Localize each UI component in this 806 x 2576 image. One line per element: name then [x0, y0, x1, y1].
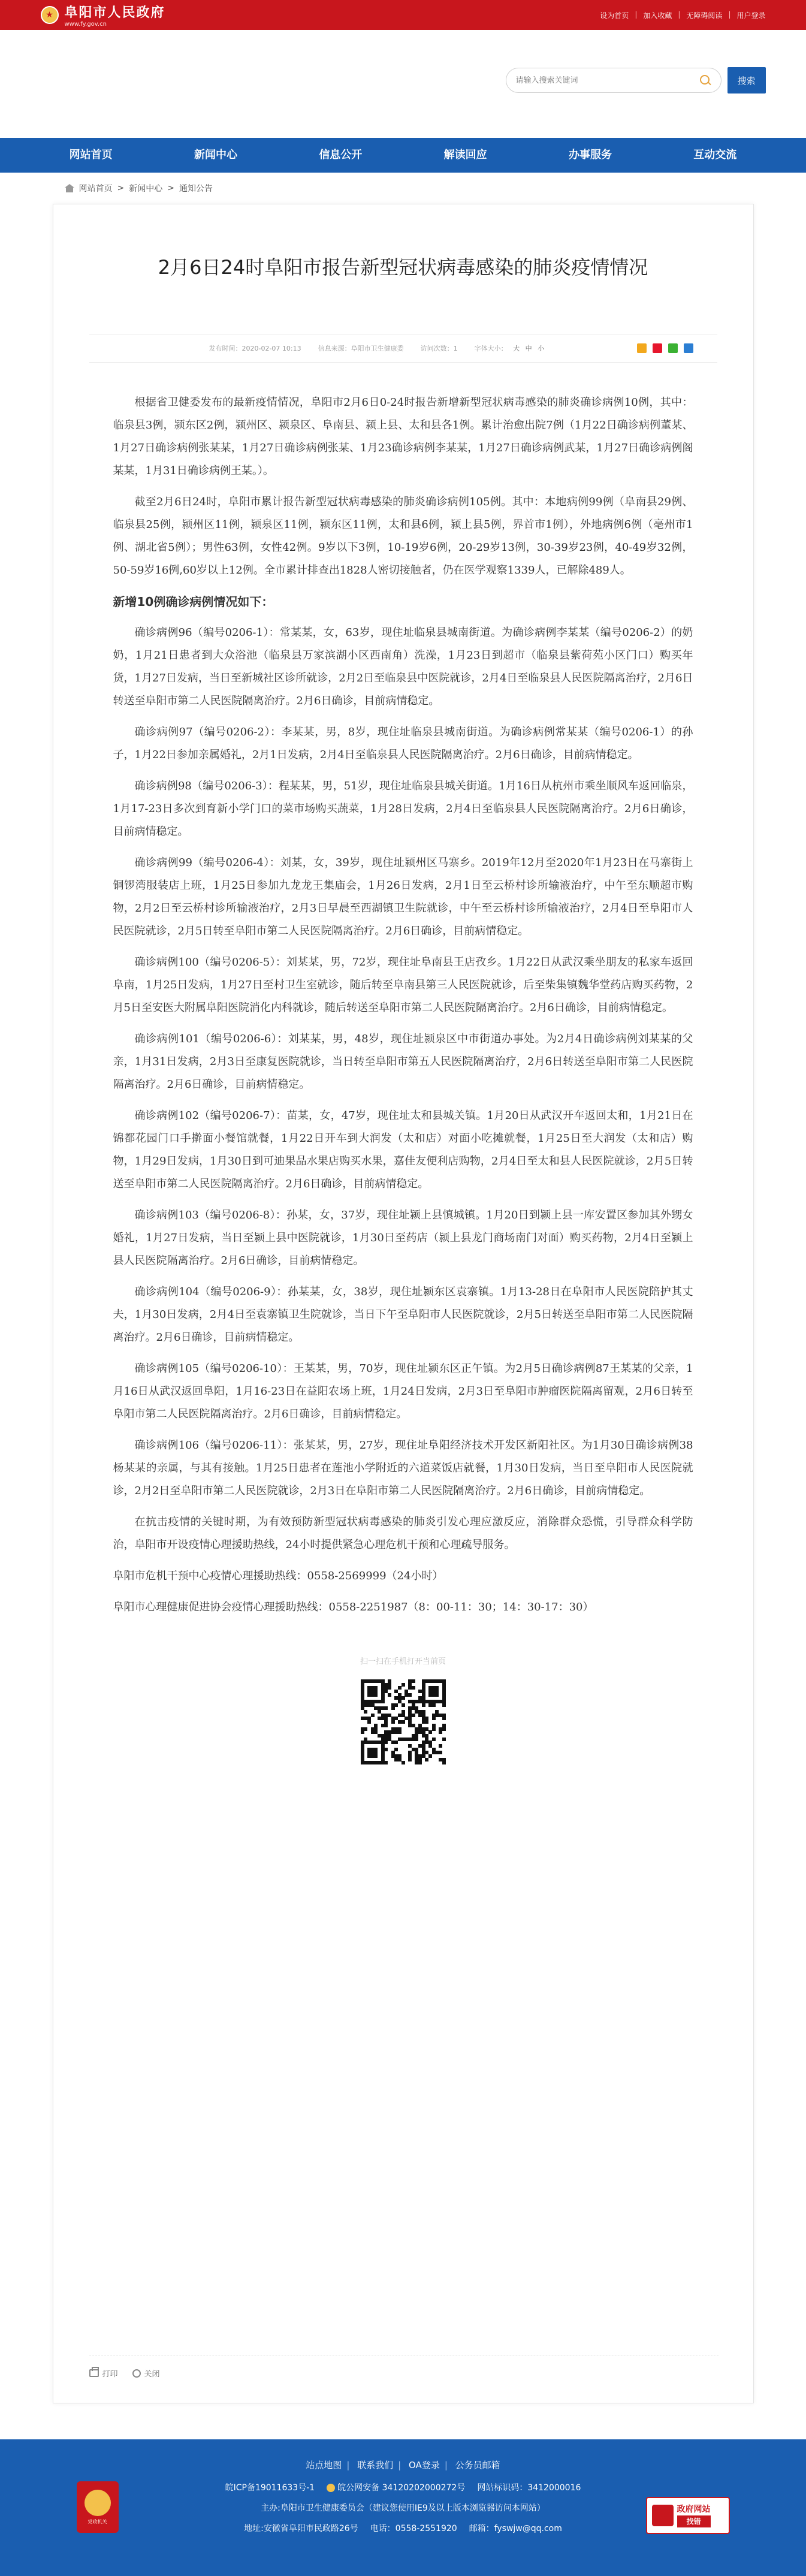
gov-badge-subtitle: 找错 [677, 2515, 711, 2527]
print-label: 打印 [102, 2370, 118, 2379]
qr-module [425, 1720, 428, 1724]
qr-module [388, 1686, 391, 1690]
qr-module [412, 1679, 415, 1683]
separator: | [444, 2460, 448, 2471]
qr-module [422, 1703, 425, 1707]
gov-site-error-report-badge[interactable] [646, 2497, 730, 2534]
qr-module [442, 1738, 446, 1741]
police-record[interactable] [327, 2478, 465, 2498]
nav-item-info-disclosure[interactable]: 信息公开 [319, 149, 363, 161]
section-heading: 新增10例确诊病例情况如下： [113, 595, 274, 609]
address: 地址:安徽省阜阳市民政路26号 [244, 2524, 358, 2533]
qr-caption: 扫一扫在手机打开当前页 [360, 1657, 446, 1666]
qr-module [394, 1703, 398, 1707]
article-title: 2月6日24时阜阳市报告新型冠状病毒感染的肺炎疫情情况 [158, 256, 648, 279]
font-size-small[interactable]: 小 [538, 345, 545, 352]
qr-module [384, 1748, 388, 1751]
publish-date: 发布时间：2020-02-07 10:13 [209, 345, 301, 352]
share-buttons [637, 343, 693, 353]
qr-module [415, 1738, 418, 1741]
qr-module [439, 1744, 442, 1748]
qr-module [374, 1754, 378, 1758]
qr-module [361, 1730, 364, 1734]
footer [0, 2439, 806, 2576]
qr-module [402, 1696, 405, 1700]
qr-module [391, 1706, 395, 1710]
article-tools [89, 2355, 719, 2379]
qr-module [432, 1727, 436, 1731]
qr-module [364, 1710, 367, 1714]
info-source: 信息来源：阜阳市卫生健康委 [318, 345, 404, 352]
separator: | [346, 2460, 350, 2471]
qr-module [381, 1700, 385, 1703]
qr-module [398, 1686, 402, 1690]
police-badge-icon [327, 2484, 335, 2492]
paragraph: 根据省卫健委发布的最新疫情情况，阜阳市2月6日0-24时报告新增新型冠状病毒感染的肺炎确诊病例10例，其中：临泉县3例，颍东区2例，颍州区、颍泉区、阜南县、颍上县、太和县各1例。累计治愈出院7例（1月22日确诊病例董某、1月27日确诊病例张某某，1月27日确诊病例张某、1月23确诊病例李某某，1月27日确诊病例武某，1月27日确诊病例阁某某，1月31日确诊病例王某。）。 [113, 396, 693, 477]
emblem-icon: ★ [41, 6, 59, 24]
search-icon[interactable] [699, 74, 711, 86]
qr-module [425, 1758, 428, 1761]
qr-module [442, 1727, 446, 1731]
qr-module [442, 1761, 446, 1764]
search-box [506, 68, 722, 93]
breadcrumb-separator: > [167, 183, 174, 193]
qr-module [435, 1693, 439, 1697]
article-body [89, 391, 717, 1619]
breadcrumb [41, 173, 766, 204]
staff-mail-link[interactable]: 公务员邮箱 [455, 2460, 500, 2471]
qr-module [402, 1683, 405, 1687]
qr-module [384, 1761, 388, 1764]
paragraph: 截至2月6日24时，阜阳市累计报告新型冠状病毒感染的肺炎确诊病例105例。其中：本地病例99例（阜南县29例、临泉县25例，颍州区11例，颍泉区11例，颍东区11例，太和县6例，颍上县5例，界首市1例），外地病例6例（亳州市1例、湖北省5例）；男性63例，女性42例。9岁以下3例，10-19岁6例，20-29岁13例，30-39岁23例，40-49岁32例，50-59岁16例,60岁以上12例。全市累计排查出1828人密切接触者，仍在医学观察1339人，已解除489人。 [113, 496, 693, 577]
oa-login-link[interactable]: OA登录 [409, 2460, 440, 2471]
separator: | [398, 2460, 402, 2471]
police-record-text: 皖公网安备 34120202000272号 [337, 2483, 466, 2493]
site-name: 阜阳市人民政府 [64, 5, 165, 20]
breadcrumb-home[interactable]: 网站首页 [79, 184, 113, 194]
contact-link[interactable]: 联系我们 [357, 2460, 394, 2471]
separator: | [635, 10, 638, 19]
share-qzone-icon[interactable] [637, 343, 647, 353]
party-gov-emblem[interactable] [77, 2481, 119, 2533]
search-button[interactable]: 搜索 [727, 67, 766, 93]
email: 邮箱：fyswjw@qq.com [469, 2524, 562, 2533]
print-button[interactable] [89, 2367, 118, 2379]
main-nav [0, 138, 806, 173]
site-domain: www.fy.gov.cn [64, 21, 107, 28]
qr-module [408, 1758, 412, 1761]
icp-number[interactable]: 皖ICP备19011633号-1 [225, 2483, 315, 2493]
qr-module [374, 1693, 378, 1697]
case-paragraph: 确诊病例97（编号0206-2）：李某某，男，8岁，现住址临泉县城南街道。为确诊病例常某某（编号0206-1）的孙子，1月22日参加亲属婚礼，2月1日发病，2月4日至临泉县人民医院隔离治疗。2月6日确诊，目前病情稳定。 [113, 726, 693, 761]
qr-module [398, 1730, 402, 1734]
case-paragraph: 确诊病例104（编号0206-9）：孙某某，女，38岁，现住址颍东区袁寨镇。1月13-28日在阜阳市人民医院陪护其丈夫，1月30日发病，2月4日至袁寨镇卫生院就诊，当日下午至阜阳市人民医院就诊，2月5日转送至阜阳市第二人民医院隔离治疗。2月6日确诊，目前病情稳定。 [113, 1286, 693, 1344]
case-paragraph: 确诊病例105（编号0206-10）：王某某，男，70岁，现住址颍东区正午镇。为2月5日确诊病例87王某某的父亲，1月16日从武汉返回阜阳，1月16-23日在益阳农场上班，1月24日发病，2月3日至阜阳市肿瘤医院隔离留观，2月6日转至阜阳市第二人民医院隔离治疗。2月6日确诊，目前病情稳定。 [113, 1362, 693, 1420]
qr-module [371, 1714, 375, 1717]
article-card [53, 204, 754, 2403]
top-bar [0, 0, 806, 30]
nav-item-interpretation[interactable]: 解读回应 [443, 149, 487, 161]
case-paragraph: 确诊病例103（编号0206-8）：孙某，女，37岁，现住址颍上县慎城镇。1月20日到颍上县一库安置区参加其外甥女婚礼，1月27日发病，当日至颍上县中医院就诊，1月30日至药店（颍上县龙门商场南门对面）购买药物，2月4日至颍上县人民医院隔离治疗。2月6日确诊，目前病情稳定。 [113, 1209, 693, 1267]
home-icon [65, 184, 74, 192]
qr-module [384, 1724, 388, 1727]
share-weibo-icon[interactable] [653, 343, 662, 353]
search-input[interactable] [516, 76, 699, 85]
qr-module [408, 1693, 412, 1697]
print-icon [89, 2369, 99, 2377]
case-paragraph: 确诊病例99（编号0206-4）：刘某，女，39岁，现住址颍州区马寨乡。2019年12月至2020年1月23日在马寨街上铜锣湾服装店上班，1月25日参加九龙龙王集庙会，1月26日发病，2月1日至云桥村诊所输液治疗，中午至东顺超市购物，2月2日至云桥村诊所输液治疗，2月3日早晨至西湖镇卫生院就诊，中午至云桥村诊所输液治疗，2月4日至阜阳市人民医院就诊，2月5日转至阜阳市第二人民医院隔离治疗。2月6日确诊，目前病情稳定。 [113, 856, 693, 937]
qr-module [432, 1738, 436, 1741]
add-favorite-link[interactable]: 加入收藏 [643, 11, 672, 20]
separator: | [678, 10, 681, 19]
hotline-crisis-center: 阜阳市危机干预中心疫情心理援助热线：0558-2569999（24小时） [113, 1570, 443, 1582]
qr-module [388, 1693, 391, 1697]
qr-module [394, 1748, 398, 1751]
case-paragraph: 确诊病例100（编号0206-5）：刘某某，男，72岁，现住址阜南县王店孜乡。1月22日从武汉乘坐朋友的私家车返回阜南，1月25日发病，1月27日至村卫生室就诊，随后转至阜南县第三人民医院就诊，后至柴集镇魏华堂药店购买药物，2月5日至安医大附属阜阳医院消化内科就诊，随后转送至阜阳市第二人民医院隔离治疗。2月6日确诊，目前病情稳定。 [113, 956, 693, 1014]
qr-module [412, 1686, 415, 1690]
qr-module [412, 1714, 415, 1717]
nav-item-interaction[interactable]: 互动交流 [693, 149, 737, 161]
qr-module [391, 1720, 395, 1724]
close-icon [132, 2369, 141, 2378]
qr-module [442, 1717, 446, 1720]
close-button[interactable] [132, 2367, 160, 2379]
separator: | [728, 10, 731, 19]
emblem-icon [84, 2490, 111, 2516]
share-tencent-icon[interactable] [684, 343, 693, 353]
case-paragraph: 确诊病例101（编号0206-6）：刘某某，男，48岁，现住址颍泉区中市街道办事处。为2月4日确诊病例刘某某的父亲，1月31日发病，2月3日至康复医院就诊，当日转至阜阳市第五人民医院隔离治疗，2月6日转送至阜阳市第二人民医院隔离治疗。2月6日确诊，目前病情稳定。 [113, 1033, 693, 1091]
qr-module [439, 1751, 442, 1754]
font-size-medium[interactable]: 中 [525, 345, 532, 352]
search-area [506, 67, 766, 93]
breadcrumb-separator: > [117, 183, 125, 193]
header [41, 30, 766, 138]
sitemap-link[interactable]: 站点地图 [306, 2460, 342, 2471]
qr-module [367, 1720, 371, 1724]
top-links [600, 10, 765, 20]
phone: 电话：0558-2551920 [370, 2524, 457, 2533]
footer-links [41, 2439, 766, 2473]
case-paragraph: 确诊病例96（编号0206-1）：常某某，女，63岁，现住址临泉县城南街道。为确诊病例李某某（编号0206-2）的奶奶，1月21日患者到大众浴池（临泉县万家滨湖小区西南角）洗澡，1月23日到超市（临泉县紫荷苑小区门口）购买年货，1月27日发病，当日至新城社区诊所就诊，2月2日至临泉县中医院就诊，2月4日至临泉县人民医院隔离治疗，2月6日转送至阜阳市第二人民医院隔离治疗。2月6日确诊，目前病情稳定。 [113, 626, 693, 707]
qr-module [402, 1720, 405, 1724]
accessibility-link[interactable]: 无障碍阅读 [686, 11, 723, 20]
site-code: 网站标识码：3412000016 [477, 2483, 581, 2493]
font-size-label: 字体大小： [474, 345, 508, 352]
nav-item-home[interactable]: 网站首页 [69, 149, 113, 161]
set-homepage-link[interactable]: 设为首页 [600, 11, 629, 20]
font-size-large[interactable]: 大 [513, 345, 520, 352]
host-info: 主办:阜阳市卫生健康委员会（建议您使用IE9及以上版本浏览器访问本网站） [261, 2503, 545, 2513]
close-label: 关闭 [144, 2370, 160, 2379]
qr-module [428, 1754, 432, 1758]
qr-module [442, 1703, 446, 1707]
case-paragraph: 确诊病例106（编号0206-11）：张某某，男，27岁，现住址阜阳经济技术开发区新阳社区。为1月30日确诊病例38杨某某的亲属，与其有接触。1月25日患者在莲池小学附近的六道菜饭店就餐，1月30日发病，当日至阜阳市人民医院就诊，2月2日至阜阳市第二人民医院就诊，2月3日在阜阳市第二人民医院隔离治疗。2月6日确诊，目前病情稳定。 [113, 1439, 693, 1497]
qr-module [402, 1761, 405, 1764]
qr-module [402, 1703, 405, 1707]
qr-block [89, 1655, 717, 1767]
qr-module [432, 1717, 436, 1720]
visit-count: 访问次数：1 [420, 345, 458, 352]
user-login-link[interactable]: 用户登录 [736, 11, 766, 20]
qr-module [384, 1706, 388, 1710]
paragraph: 在抗击疫情的关键时期，为有效预防新型冠状病毒感染的肺炎引发心理应激反应，消除群众恐慌，引导群众科学防治，阜阳市开设疫情心理援助热线，24小时提供紧急心理危机干预和心理疏导服务。 [113, 1516, 693, 1551]
qr-module [418, 1761, 422, 1764]
gov-badge-title: 政府网站 [677, 2505, 711, 2514]
hotline-mental-health: 阜阳市心理健康促进协会疫情心理援助热线：0558-2251987（8：00-11：30；14：30-17：30） [113, 1601, 594, 1613]
nav-item-news[interactable]: 新闻中心 [194, 149, 237, 161]
share-wechat-icon[interactable] [668, 343, 678, 353]
article-meta [89, 334, 717, 363]
qr-module [439, 1730, 442, 1734]
qr-module [384, 1741, 388, 1744]
gov-site-icon [652, 2505, 674, 2526]
qr-module [394, 1741, 398, 1744]
nav-item-services[interactable]: 办事服务 [568, 149, 612, 161]
case-paragraph: 确诊病例102（编号0206-7）：苗某，女，47岁，现住址太和县城关镇。1月20日从武汉开车返回太和，1月21日在锦都花园门口手擀面小餐馆就餐，1月22日开车到大润发（太和店）对面小吃摊就餐，1月25日至大润发（太和店）购物，1月29日发病，1月30日到可迪果品水果店购买水果，嘉佳友便利店购物，2月4日至太和县人民医院就诊，2月5日转送至阜阳市第二人民医院隔离治疗。2月6日确诊，目前病情稳定。 [113, 1109, 693, 1190]
qr-module [428, 1730, 432, 1734]
site-logo[interactable] [41, 2, 165, 28]
case-paragraph: 确诊病例98（编号0206-3）：程某某，男，51岁，现住址临泉县城关街道。1月16日从杭州市乘坐顺风车返回临泉，1月17-23日多次到育新小学门口的菜市场购买蔬菜，1月28日发病，2月4日至临泉县人民医院隔离治疗。2月6日确诊，目前病情稳定。 [113, 780, 693, 838]
font-size-control [475, 343, 545, 353]
qr-code-image [358, 1677, 448, 1767]
qr-module [364, 1727, 367, 1731]
breadcrumb-notices[interactable]: 通知公告 [179, 184, 213, 194]
qr-module [432, 1703, 436, 1707]
emblem-label: 党政机关 [87, 2518, 107, 2524]
breadcrumb-news[interactable]: 新闻中心 [129, 184, 163, 194]
